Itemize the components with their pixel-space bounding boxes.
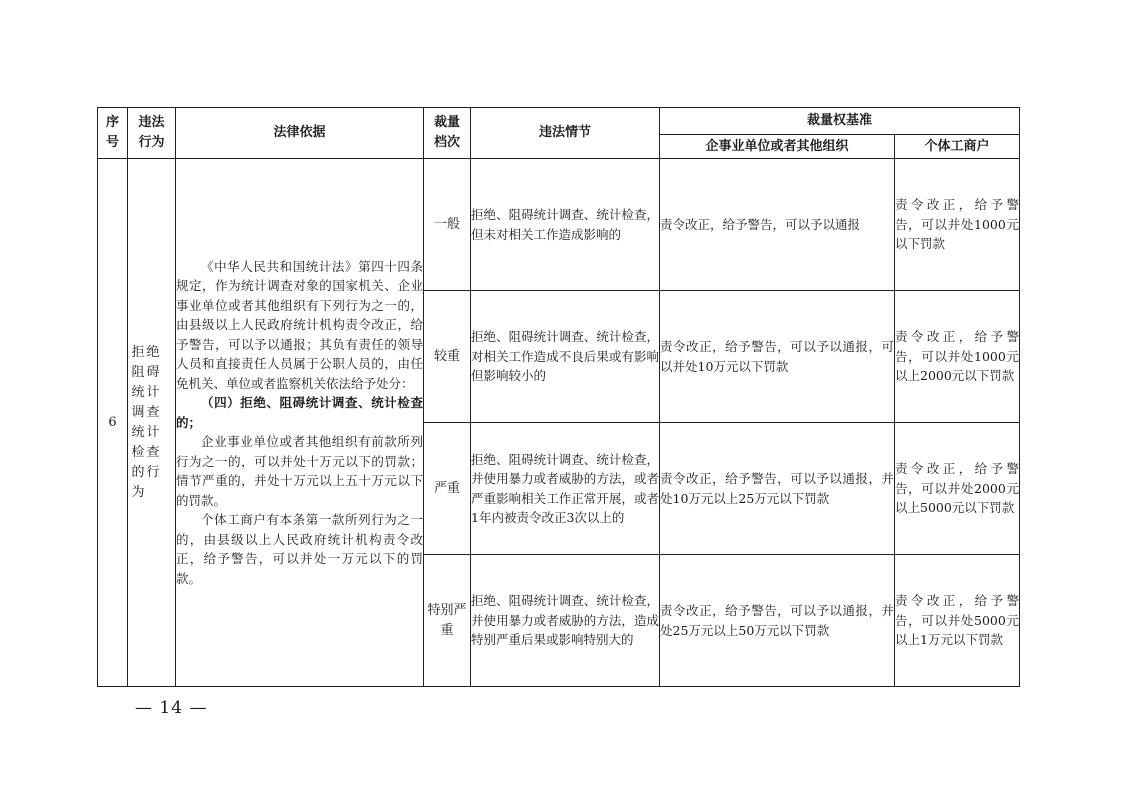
org-penalty-cell: 责令改正，给予警告，可以予以通报，可以并处10万元以下罚款	[660, 291, 895, 423]
circumstance-cell: 拒绝、阻碍统计调查、统计检查，并使用暴力或者威胁的方法，造成特别严重后果或影响特别大的	[471, 555, 660, 687]
header-level-line2: 档次	[433, 135, 460, 150]
header-behavior-line1: 违法	[138, 115, 165, 130]
header-circumstance: 违法情节	[471, 108, 660, 159]
header-basis: 法律依据	[176, 108, 424, 159]
header-org: 企事业单位或者其他组织	[660, 135, 895, 159]
level-cell: 较重	[424, 291, 471, 423]
header-seq-line1: 序	[105, 115, 119, 130]
header-level	[424, 108, 471, 159]
header-seq	[98, 108, 128, 159]
behavior-text: 拒绝阻碍统计调查统计检查的行为	[131, 344, 162, 500]
header-level-line1: 裁量	[433, 115, 460, 130]
level-cell: 严重	[424, 423, 471, 555]
penalty-discretion-table	[97, 107, 1020, 687]
seq-cell: 6	[98, 159, 128, 687]
circumstance-cell: 拒绝、阻碍统计调查、统计检查，并使用暴力或者威胁的方法，或者严重影响相关工作正常开展，或者1年内被责令改正3次以上的	[471, 423, 660, 555]
individual-penalty-cell: 责令改正，给予警告，可以并处2000元以上5000元以下罚款	[895, 423, 1020, 555]
level-cell: 特别严重	[424, 555, 471, 687]
org-penalty-cell: 责令改正，给予警告，可以予以通报	[660, 159, 895, 291]
individual-penalty-cell: 责令改正，给予警告，可以并处5000元以上1万元以下罚款	[895, 555, 1020, 687]
page-number: — 14 —	[135, 698, 208, 718]
header-individual: 个体工商户	[895, 135, 1020, 159]
behavior-cell	[128, 159, 176, 687]
individual-penalty-cell: 责令改正，给予警告，可以并处1000元以上2000元以下罚款	[895, 291, 1020, 423]
basis-paragraph: 《中华人民共和国统计法》第四十四条规定，作为统计调查对象的国家机关、企业事业单位或者其他组织有下列行为之一的，由县级以上人民政府统计机构责令改正，给予警告，可以予以通报；其负有责任的领导人员和直接责任人员属于公职人员的，由任免机关、单位或者监察机关依法给予处分：	[176, 258, 423, 391]
circumstance-cell: 拒绝、阻碍统计调查、统计检查，对相关工作造成不良后果或有影响但影响较小的	[471, 291, 660, 423]
basis-paragraph: 企业事业单位或者其他组织有前款所列行为之一的，可以并处十万元以下的罚款；情节严重的，并处十万元以上五十万元以下的罚款。	[176, 434, 423, 508]
legal-basis-cell	[176, 159, 424, 687]
circumstance-cell: 拒绝、阻碍统计调查、统计检查，但未对相关工作造成影响的	[471, 159, 660, 291]
table-row	[98, 159, 1020, 291]
org-penalty-cell: 责令改正，给予警告，可以予以通报，并处25万元以上50万元以下罚款	[660, 555, 895, 687]
basis-paragraph: 个体工商户有本条第一款所列行为之一的，由县级以上人民政府统计机构责令改正，给予警告，可以并处一万元以下的罚款。	[176, 512, 423, 586]
level-cell: 一般	[424, 159, 471, 291]
individual-penalty-cell: 责令改正，给予警告，可以并处1000元以下罚款	[895, 159, 1020, 291]
basis-item-four: （四）拒绝、阻碍统计调查、统计检查的；	[176, 395, 423, 430]
header-behavior	[128, 108, 176, 159]
header-behavior-line2: 行为	[138, 135, 165, 150]
org-penalty-cell: 责令改正，给予警告，可以予以通报，并处10万元以上25万元以下罚款	[660, 423, 895, 555]
header-benchmark: 裁量权基准	[660, 108, 1020, 135]
header-seq-line2: 号	[105, 135, 119, 150]
